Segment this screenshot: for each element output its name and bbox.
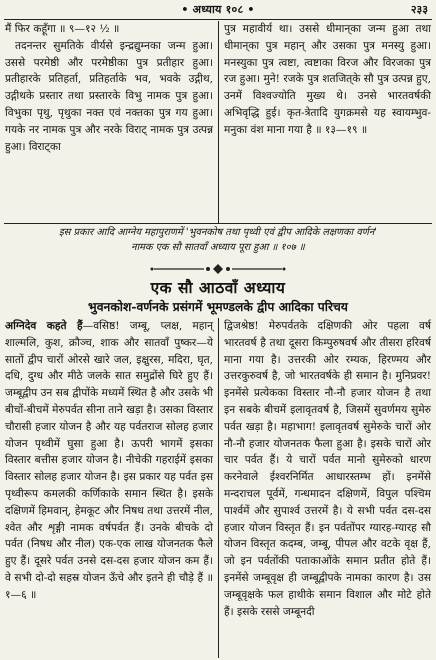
page-header [0, 2, 436, 20]
body-right-column [224, 318, 431, 620]
top-right-column [224, 21, 431, 139]
section-rule [4, 223, 432, 224]
verse-end-line: मैं फिर कहूँगा ॥ ९—१२ ½ ॥ [5, 23, 120, 35]
colophon-line-2: नामक एक सौ सातवाँ अध्याय पूरा हुआ ॥ १०७ ॥ [131, 242, 305, 253]
column-divider [218, 21, 219, 223]
chapter-subtitle: भुवनकोश-वर्णनके प्रसंगमें भूमण्डलके द्वीप आदिका परिचय [88, 299, 348, 314]
chapter-title: एक सौ आठवाँ अध्याय [150, 278, 286, 297]
top-left-column [5, 21, 213, 155]
column-divider [218, 318, 219, 658]
paragraph: —वसिष्ठ! जम्बू, प्लक्ष, महान्‌ शाल्मलि, कुश, क्रौञ्च, शाक और सातवाँ पुष्कर—ये सातों द्वीप चारों ओरसे खारे जल, इक्षुरस, मदिरा, घृत, दधि, दुग्ध और मीठे जलके सात समुद्रोंसे घिरे हुए हैं। जम्बूद्वीप उन सब द्वीपोंके मध्यमें स्थित है और उसके भी बीचों-बीचमें मेरुपर्वत सीना ताने खड़ा है। उसका विस्तार चौरासी हजार योजन है और यह पर्वतराज सोलह हजार योजन पृथ्वीमें घुसा हुआ है। ऊपरी भागमें इसका विस्तार बत्तीस हजार योजन है। नीचेकी गहराईमें इसका विस्तार सोलह हजार योजन है। इस प्रकार यह पर्वत इस पृथ्वीरूप कमलकी कर्णिकाके समान स्थित है। इसके दक्षिणमें हिमवान्‌, हेमकूट और निषध तथा उत्तरमें नील, श्वेत और शृङ्गी नामक वर्षपर्वत हैं। उनके बीचके दो पर्वत (निषध और नील) एक-एक लाख योजनतक फैले हुए हैं। दूसरे पर्वत उनसे दस-दस हजार योजन कम हैं। वे सभी दो-दो सहस्र योजन ऊँचे और इतने ही चौड़े हैं ॥ १—६ ॥ [5, 320, 214, 601]
header-rule [4, 19, 432, 20]
body-left-column [5, 318, 213, 604]
paragraph: द्विजश्रेष्ठ! मेरुपर्वतके दक्षिणकी ओर पहला वर्ष भारतवर्ष है तथा दूसरा किम्पुरुषवर्ष और तीसरा हरिवर्ष माना गया है। उत्तरकी ओर रम्यक, हिरण्मय और उत्तरकुरुवर्ष है, जो भारतवर्षके ही समान है। मुनिप्रवर! इनमेंसे प्रत्येकका विस्तार नौ-नौ हजार योजन है तथा इन सबके बीचमें इलावृतवर्ष है, जिसमें सुवर्णमय सुमेरु पर्वत खड़ा है। महाभाग! इलावृतवर्ष सुमेरुके चारों ओर नौ-नौ हजार योजनतक फैला हुआ है। इसके चारों ओर चार पर्वत हैं। ये चारों पर्वत मानो सुमेरुको धारण करनेवाले ईश्वरनिर्मित आधारस्तम्भ हों। इनमेंसे मन्दराचल पूर्वमें, गन्धमादन दक्षिणमें, विपुल पश्चिम पार्श्वमें और सुपार्श्व उत्तरमें है। ये सभी पर्वत दस-दस हजार योजन विस्तृत हैं। इन पर्वतोंपर ग्यारह-ग्यारह सौ योजन विस्तृत कदम्ब, जम्बू, पीपल और वटके वृक्ष हैं, जो इन पर्वतोंकी पताकाओंके समान प्रतीत होते हैं। इनमेंसे जम्बूवृक्ष ही जम्बूद्वीपके नामका कारण है। उस जम्बूवृक्षके फल हाथीके समान विशाल और मोटे होते हैं। इसके रससे जम्बूनदी [224, 320, 431, 618]
ornament-divider [150, 264, 286, 274]
paragraph: पुत्र महावीर्य था। उससे धीमान्‌का जन्म हुआ तथा धीमान्‌का पुत्र महान्‌ और उसका पुत्र मनस्यु हुआ। मनस्युका पुत्र त्वष्टा, त्वष्टाका विरज और विरजका पुत्र रज हुआ। मुने! रजके पुत्र शतजित्‌के सौ पुत्र उत्पन्न हुए, उनमें विश्वज्योति मुख्य थे। उनसे भारतवर्षकी अभिवृद्धि हुई। कृत-त्रेतादि युगक्रमसे यह स्वायम्भुव-मनुका वंश माना गया है ॥ १३—१९ ॥ [224, 23, 431, 136]
page-number: २३३ [410, 3, 428, 16]
paragraph: तदनन्तर सुमतिके वीर्यसे इन्द्रद्युम्नका जन्म हुआ। उससे परमेष्ठी और परमेष्ठीका पुत्र प्रतीहार हुआ। प्रतीहारके प्रतिहर्ता, प्रतिहर्ताके भव, भवके उद्गीथ, उद्गीथके प्रस्तार तथा प्रस्तारके विभु नामक पुत्र हुआ। विभुका पृथु, पृथुका नक्त एवं नक्तका पुत्र गय हुआ। गयके नर नामक पुत्र और नरके विराट् नामक पुत्र उत्पन्न हुआ। विराट्का [5, 39, 213, 153]
colophon-line-1: इस प्रकार आदि आग्नेय महापुराणमें 'भुवनकोष तथा पृथ्वी एवं द्वीप आदिके लक्षणका वर्णन' [59, 227, 377, 238]
speaker-label: अग्निदेव कहते हैं [5, 320, 83, 332]
chapter-running-head: • अध्याय १०८ • [181, 3, 255, 16]
